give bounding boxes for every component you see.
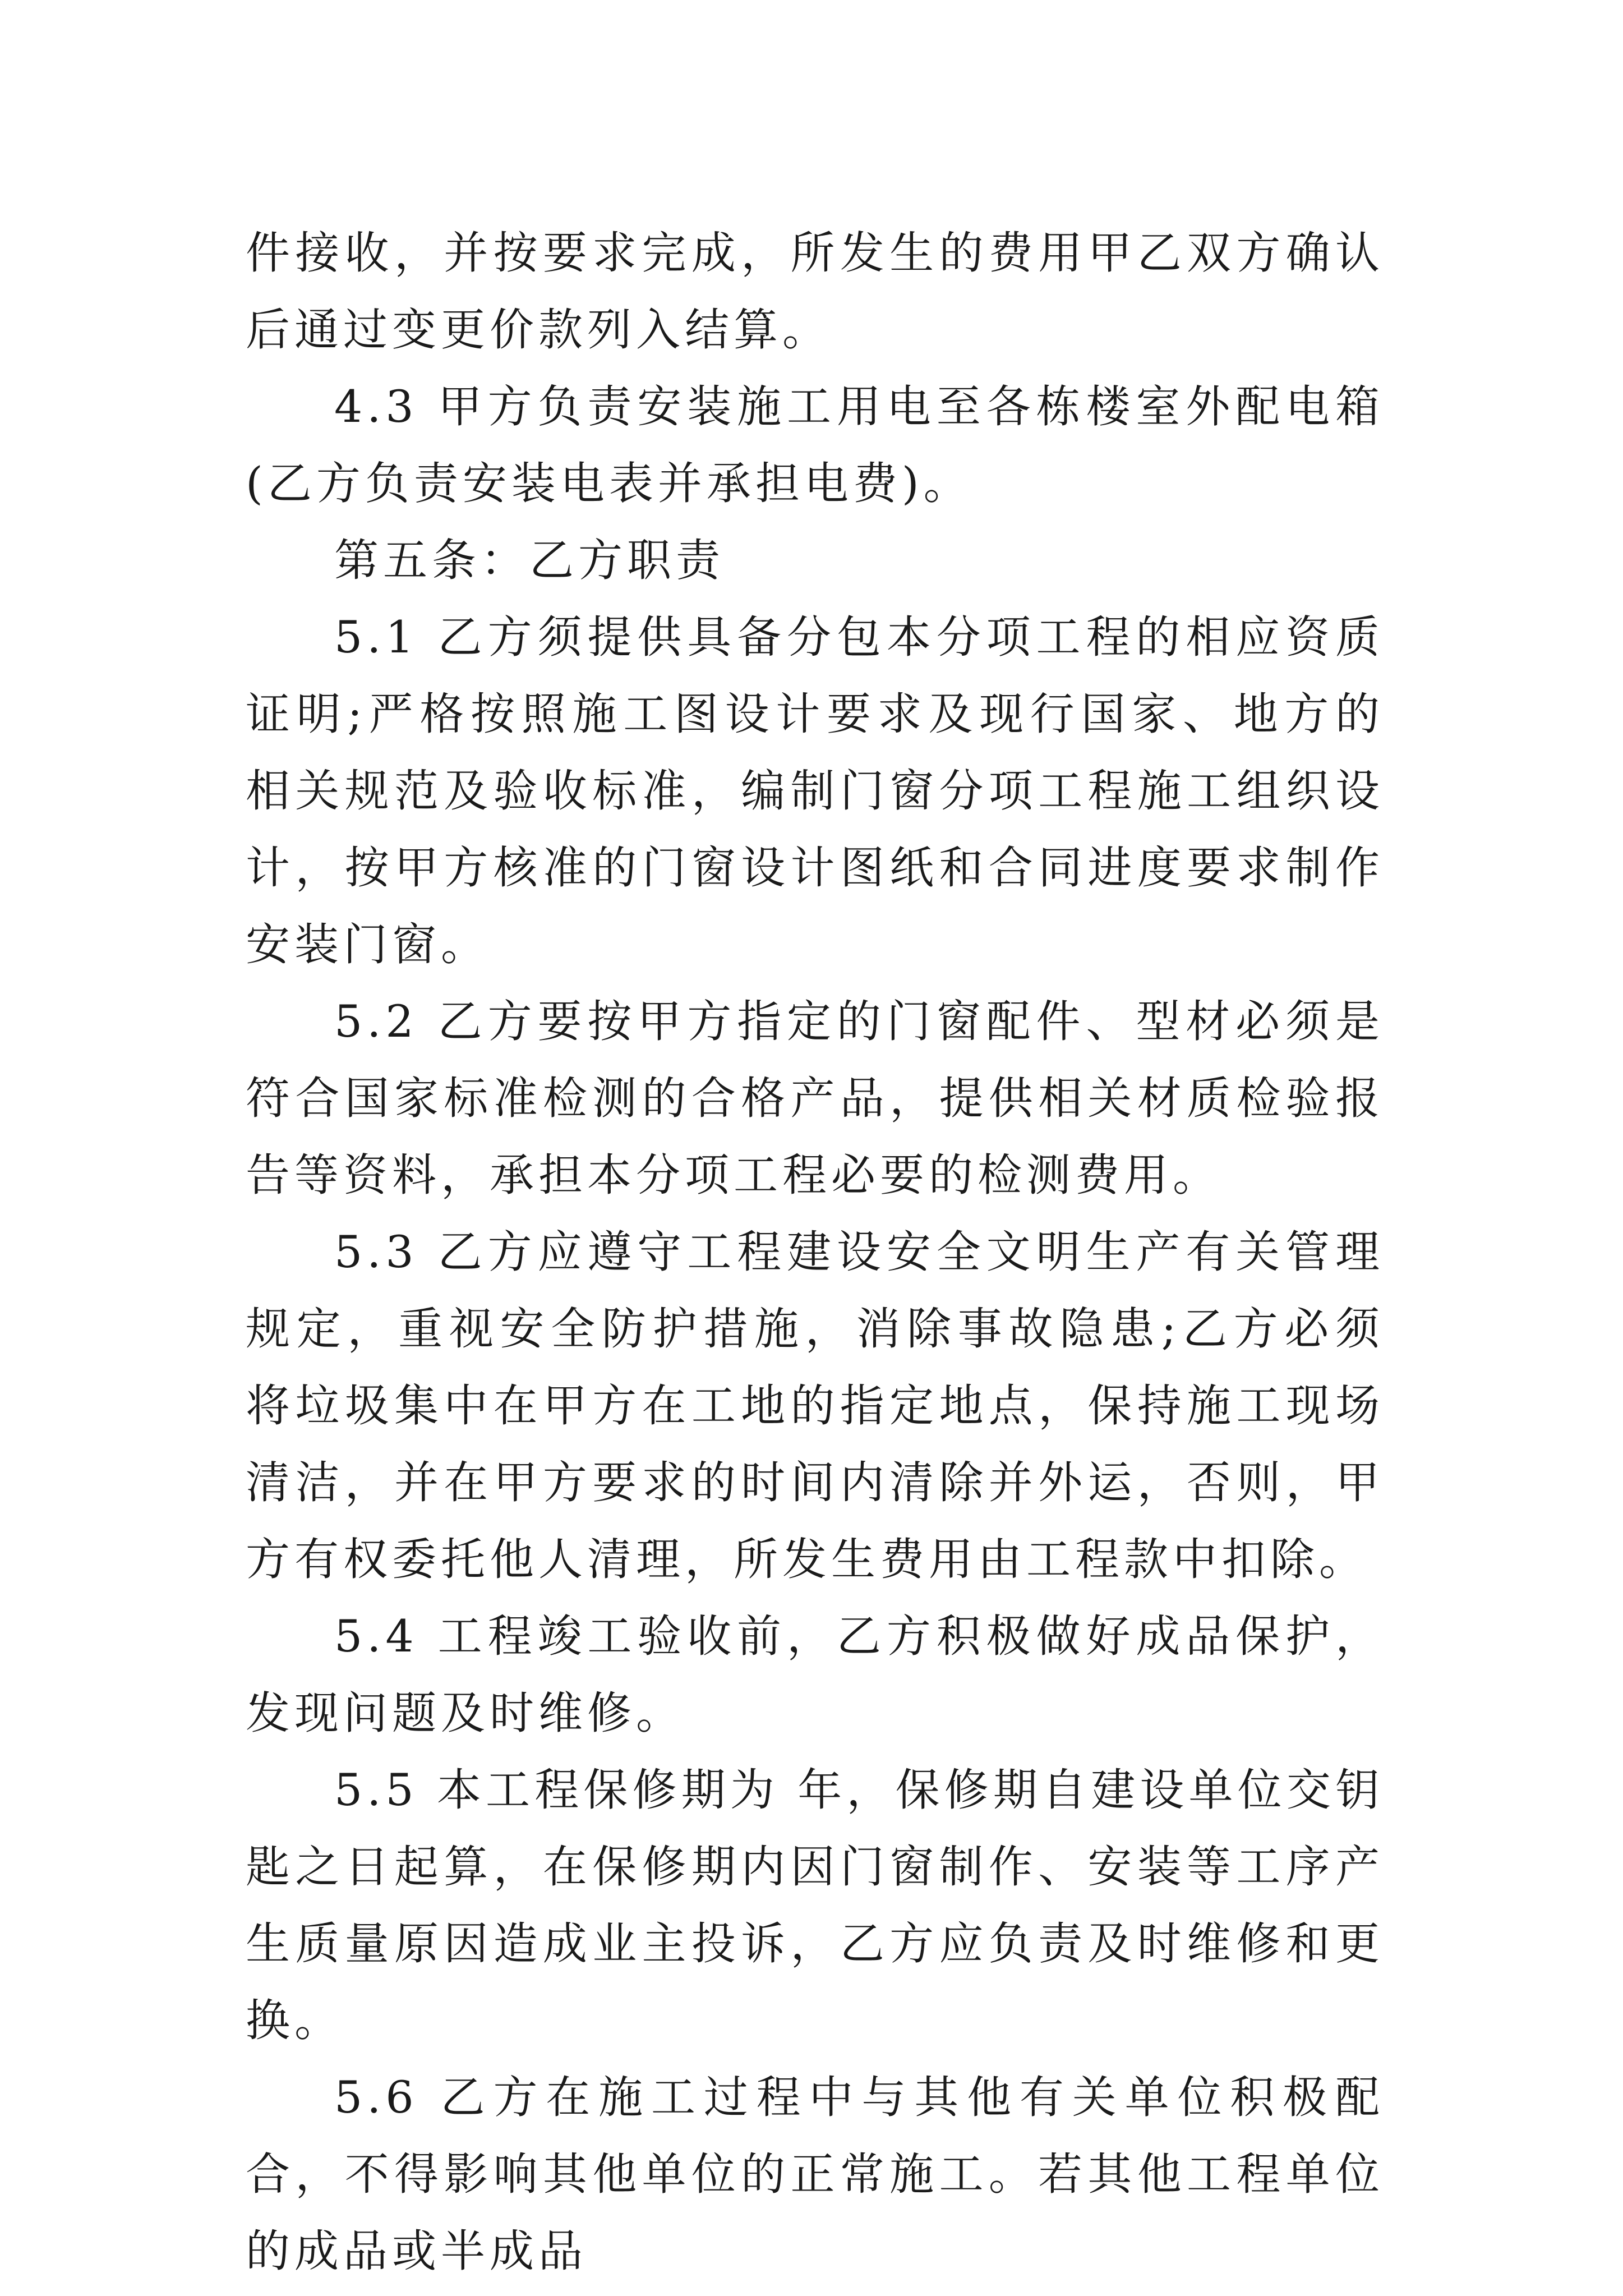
paragraph-clause-5-5: 5.5 本工程保修期为 年，保修期自建设单位交钥匙之日起算，在保修期内因门窗制作、安装等工序产生质量原因造成业主投诉，乙方应负责及时维修和更换。: [246, 1764, 1384, 2046]
section-heading-article-5: 第五条：乙方职责: [334, 535, 725, 586]
paragraph-clause-5-4: 5.4 工程竣工验收前，乙方积极做好成品保护，发现问题及时维修。: [246, 1611, 1384, 1739]
paragraph-clause-5-6: 5.6 乙方在施工过程中与其他有关单位积极配合，不得影响其他单位的正常施工。若其他工程单位的成品或半成品: [246, 2072, 1384, 2277]
paragraph-continuation: 件接收，并按要求完成，所发生的费用甲乙双方确认后通过变更价款列入结算。: [246, 227, 1384, 356]
paragraph-clause-5-3: 5.3 乙方应遵守工程建设安全文明生产有关管理规定，重视安全防护措施，消除事故隐患;乙方必须将垃圾集中在甲方在工地的指定地点，保持施工现场清洁，并在甲方要求的时间内清除并外运，否则，甲方有权委托他人清理，所发生费用由工程款中扣除。: [246, 1226, 1384, 1585]
document-body: [246, 215, 1384, 2290]
paragraph-clause-5-1: 5.1 乙方须提供具备分包本分项工程的相应资质证明;严格按照施工图设计要求及现行国家、地方的相关规范及验收标准，编制门窗分项工程施工组织设计，按甲方核准的门窗设计图纸和合同进度要求制作安装门窗。: [246, 611, 1384, 970]
paragraph-clause-5-2: 5.2 乙方要按甲方指定的门窗配件、型材必须是符合国家标准检测的合格产品，提供相关材质检验报告等资料，承担本分项工程必要的检测费用。: [246, 996, 1384, 1201]
paragraph-clause-4-3: 4.3 甲方负责安装施工用电至各栋楼室外配电箱(乙方负责安装电表并承担电费)。: [246, 381, 1384, 509]
